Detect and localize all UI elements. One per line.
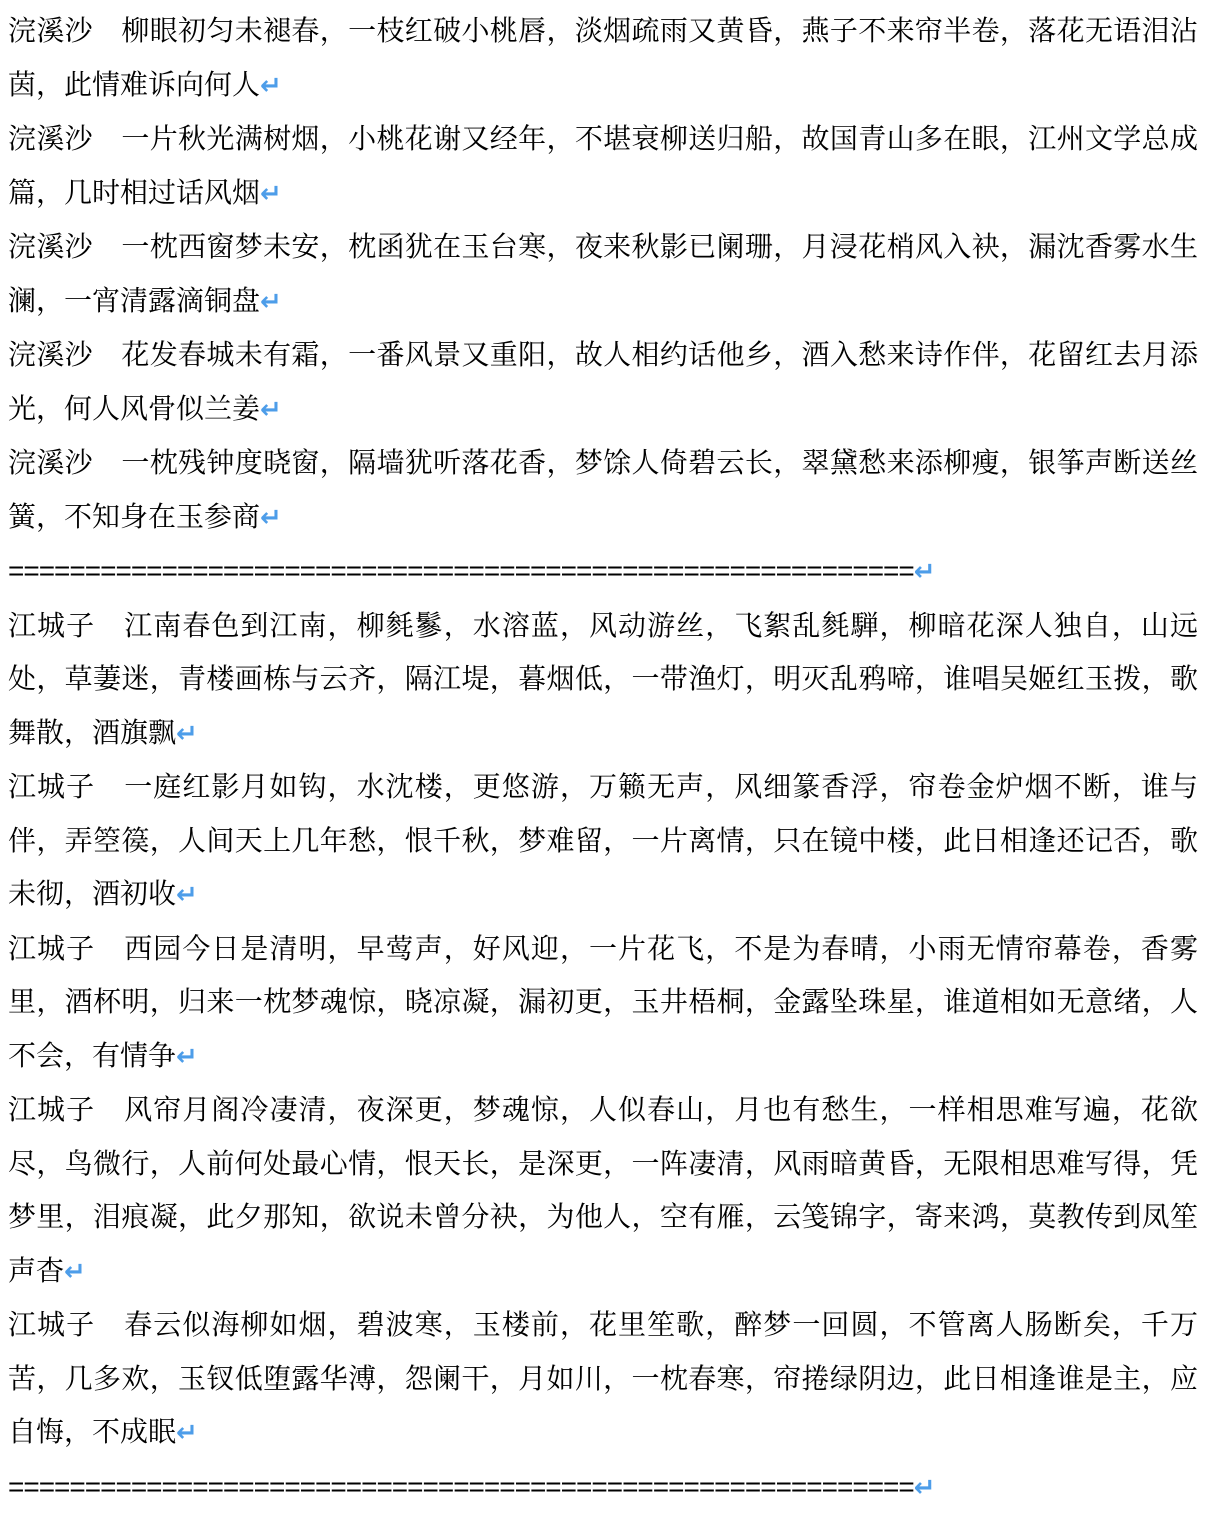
paragraph-mark-icon: ↵: [260, 502, 282, 532]
paragraph-mark-icon: ↵: [64, 1256, 86, 1286]
paragraph-mark-icon: ↵: [176, 879, 198, 909]
poem-title: 浣溪沙: [8, 447, 93, 478]
poem-title: 江城子: [8, 610, 95, 641]
poem-text: 西园今日是清明，早莺声，好风迎，一片花飞，不是为春晴，小雨无情帘幕卷，香雾里，酒杯明，归来一枕梦魂惊，晓凉凝，漏初更，玉井梧桐，金露坠珠星，谁道相如无意绪，人不会，有情争: [8, 933, 1198, 1071]
poem-text: 春云似海柳如烟，碧波寒，玉楼前，花里笙歌，醉梦一回圆，不管离人肠断矣，千万苦，几多欢，玉钗低堕露华溥，怨阑干，月如川，一枕春寒，帘捲绿阴边，此日相逢谁是主，应自悔，不成眠: [8, 1309, 1198, 1447]
poem-text: 一片秋光满树烟，小桃花谢又经年，不堪衰柳送归船，故国青山多在眼，江州文学总成篇，几时相过话风烟: [8, 123, 1198, 208]
poem-paragraph: [8, 4, 1198, 112]
poem-paragraph: [8, 328, 1198, 436]
poem-paragraph: [8, 1083, 1198, 1298]
poem-title: 浣溪沙: [8, 15, 93, 46]
separator-equals: ===========================================================: [8, 1460, 914, 1514]
poem-paragraph: [8, 599, 1198, 761]
poem-title: 浣溪沙: [8, 231, 93, 262]
paragraph-mark-icon: ↵: [260, 178, 282, 208]
poem-paragraph: [8, 436, 1198, 544]
poem-title: 江城子: [8, 1309, 95, 1340]
poem-text: 一庭红影月如钩，水沈楼，更悠游，万籁无声，风细篆香浮，帘卷金炉烟不断，谁与伴，弄箜篌，人间天上几年愁，恨千秋，梦难留，一片离情，只在镜中楼，此日相逢还记否，歌未彻，酒初收: [8, 771, 1198, 909]
poem-paragraph: [8, 112, 1198, 220]
paragraph-mark-icon: ↵: [914, 545, 936, 599]
poem-title: 江城子: [8, 933, 95, 964]
poem-text: 一枕西窗梦未安，枕函犹在玉台寒，夜来秋影已阑珊，月浸花梢风入袂，漏沈香雾水生澜，一宵清露滴铜盘: [8, 231, 1198, 316]
poem-title: 浣溪沙: [8, 123, 93, 154]
separator-equals: ===========================================================: [8, 544, 914, 598]
poem-text: 一枕残钟度晓窗，隔墙犹听落花香，梦馀人倚碧云长，翠黛愁来添柳瘦，银筝声断送丝簧，不知身在玉参商: [8, 447, 1198, 532]
paragraph-mark-icon: ↵: [176, 1041, 198, 1071]
poem-paragraph: [8, 922, 1198, 1084]
paragraph-mark-icon: ↵: [176, 718, 198, 748]
poem-title: 江城子: [8, 771, 95, 802]
paragraph-mark-icon: ↵: [914, 1461, 936, 1514]
paragraph-mark-icon: ↵: [260, 286, 282, 316]
poem-title: 浣溪沙: [8, 339, 93, 370]
separator-line: [8, 544, 1198, 599]
poem-paragraph: [8, 1298, 1198, 1460]
paragraph-mark-icon: ↵: [260, 70, 282, 100]
poem-paragraph: [8, 220, 1198, 328]
poem-text: 江南春色到江南，柳毵鬖，水溶蓝，风动游丝，飞絮乱毵騨，柳暗花深人独自，山远处，草萋迷，青楼画栋与云齐，隔江堤，暮烟低，一带渔灯，明灭乱鸦啼，谁唱吴姬红玉拨，歌舞散，酒旗飘: [8, 610, 1198, 748]
poem-text: 风帘月阁冷凄清，夜深更，梦魂惊，人似春山，月也有愁生，一样相思难写遍，花欲尽，鸟微行，人前何处最心情，恨天长，是深更，一阵凄清，风雨暗黄昏，无限相思难写得，凭梦里，泪痕凝，此夕那知，欲说未曾分袂，为他人，空有雁，云笺锦字，寄来鸿，莫教传到凤笙声杳: [8, 1094, 1198, 1286]
poem-paragraph: [8, 760, 1198, 922]
poem-text: 花发春城未有霜，一番风景又重阳，故人相约话他乡，酒入愁来诗作伴，花留红去月添光，何人风骨似兰姜: [8, 339, 1198, 424]
paragraph-mark-icon: ↵: [260, 394, 282, 424]
paragraph-mark-icon: ↵: [176, 1417, 198, 1447]
poem-title: 江城子: [8, 1094, 95, 1125]
poem-text: 柳眼初匀未褪春，一枝红破小桃唇，淡烟疏雨又黄昏，燕子不来帘半卷，落花无语泪沾茵，此情难诉向何人: [8, 15, 1198, 100]
